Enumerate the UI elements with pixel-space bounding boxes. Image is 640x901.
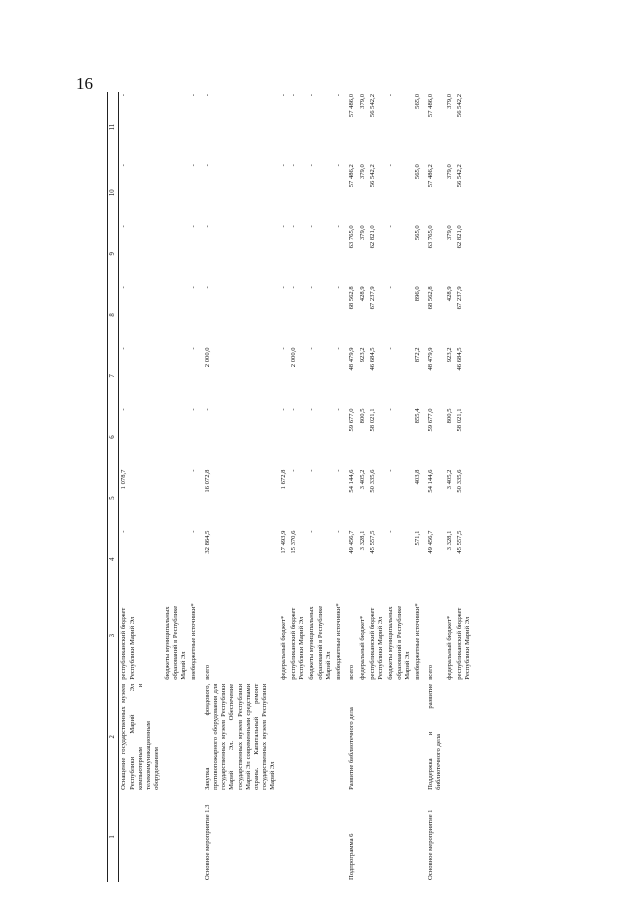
value-cell: - — [335, 286, 343, 289]
value-cell: 565,0 — [413, 94, 421, 109]
table-row — [334, 92, 344, 882]
value-cell — [163, 345, 190, 406]
value-cell: - — [308, 94, 316, 97]
value-cell: 379,0 — [358, 94, 366, 109]
table-row — [455, 92, 473, 882]
table-row — [413, 92, 423, 882]
value-cell: - — [190, 286, 198, 289]
value-cell: - — [279, 286, 287, 289]
column-header: 1 — [108, 792, 119, 882]
column-header: 6 — [108, 406, 119, 467]
value-cell: 428,9 — [358, 286, 366, 302]
value-cell: 46 684,5 — [368, 347, 376, 371]
funding-source-cell: республиканский бюджет Республики Марий Эл — [120, 607, 136, 680]
funding-source-cell: бюджеты муниципальных образований в Республике Марий Эл — [308, 605, 332, 680]
value-cell: 379,0 — [358, 164, 366, 180]
program-name-cell — [279, 682, 289, 792]
value-cell: 50 335,6 — [455, 469, 463, 493]
table-row — [423, 92, 444, 882]
funding-table — [107, 92, 473, 882]
table-row — [200, 92, 279, 882]
value-cell: - — [289, 164, 297, 167]
value-cell: - — [279, 347, 287, 350]
value-cell: 17 493,9 — [279, 530, 287, 554]
value-cell: 3 328,1 — [358, 530, 366, 551]
value-cell: 57 486,2 — [348, 164, 356, 188]
column-header: 8 — [108, 284, 119, 345]
value-cell: 54 144,6 — [427, 469, 435, 493]
value-cell: - — [308, 469, 316, 472]
column-header: 4 — [108, 529, 119, 590]
status-cell — [307, 792, 334, 882]
value-cell: 49 456,7 — [427, 530, 435, 554]
value-cell: 56 542,2 — [455, 164, 463, 188]
value-cell: 50 335,6 — [368, 469, 376, 493]
status-cell — [279, 792, 289, 882]
program-name-cell — [445, 682, 455, 792]
value-cell: - — [289, 408, 297, 411]
status-cell — [368, 792, 386, 882]
value-cell: 62 821,0 — [368, 225, 376, 249]
status-cell: Основное мероприятие 1 — [427, 809, 435, 880]
value-cell: 565,0 — [413, 225, 421, 241]
column-header: 7 — [108, 345, 119, 406]
value-cell: - — [203, 225, 211, 228]
status-cell — [189, 792, 199, 882]
value-cell: - — [203, 94, 211, 97]
value-cell: - — [190, 225, 198, 228]
status-cell — [119, 792, 163, 882]
funding-source-cell: республиканский бюджет Республики Марий Эл — [455, 607, 472, 680]
table-row — [344, 92, 357, 882]
value-cell: - — [120, 164, 128, 167]
status-cell — [386, 792, 413, 882]
status-cell: Основное мероприятие 1.3 — [203, 804, 211, 880]
value-cell: - — [335, 347, 343, 350]
funding-source-cell: республиканский бюджет Республики Марий Эл — [368, 607, 385, 680]
funding-source-cell: внебюджетные источники* — [190, 603, 198, 680]
value-cell: 63 765,0 — [427, 225, 435, 249]
value-cell — [163, 162, 190, 223]
status-cell — [455, 792, 473, 882]
value-cell: - — [335, 469, 343, 472]
funding-source-cell: бюджеты муниципальных образований в Республике Марий Эл — [163, 605, 188, 680]
funding-source-cell: внебюджетные источники* — [335, 603, 343, 680]
value-cell: - — [203, 286, 211, 289]
funding-source-cell: всего — [203, 664, 211, 680]
value-cell: - — [387, 347, 395, 350]
value-cell: 3 405,2 — [358, 469, 366, 490]
value-cell: - — [203, 164, 211, 167]
value-cell: - — [308, 164, 316, 167]
column-header: 3 — [108, 590, 119, 682]
value-cell: 56 542,2 — [368, 94, 376, 118]
value-cell: 45 557,5 — [455, 530, 463, 554]
value-cell — [163, 468, 190, 529]
value-cell: - — [120, 225, 128, 228]
funding-source-cell: бюджеты муниципальных образований в Республике Марий Эл — [387, 605, 411, 680]
value-cell — [163, 529, 190, 590]
column-header: 11 — [108, 92, 119, 162]
funding-source-cell: федеральный бюджет* — [358, 615, 366, 680]
value-cell: - — [289, 225, 297, 228]
program-name-cell — [386, 682, 413, 792]
value-cell: 59 677,0 — [348, 408, 356, 432]
value-cell — [163, 223, 190, 284]
table-row — [368, 92, 386, 882]
value-cell: - — [203, 408, 211, 411]
value-cell: - — [120, 408, 128, 411]
status-cell — [163, 792, 190, 882]
value-cell: - — [289, 286, 297, 289]
value-cell: 800,5 — [445, 408, 453, 424]
value-cell: 896,0 — [413, 286, 421, 302]
value-cell: 379,0 — [445, 225, 453, 241]
table-header — [108, 92, 119, 882]
table-row — [445, 92, 455, 882]
value-cell: - — [190, 94, 198, 97]
value-cell: 379,0 — [445, 94, 453, 109]
value-cell — [163, 406, 190, 467]
status-cell — [413, 792, 423, 882]
value-cell: - — [279, 408, 287, 411]
status-cell — [289, 792, 307, 882]
value-cell: 2 000,0 — [203, 347, 211, 368]
value-cell: - — [335, 408, 343, 411]
value-cell: - — [190, 469, 198, 472]
value-cell: 68 562,8 — [348, 286, 356, 310]
value-cell: 57 486,0 — [427, 94, 435, 118]
value-cell: - — [335, 94, 343, 97]
value-cell: 67 237,9 — [368, 286, 376, 310]
value-cell: - — [279, 94, 287, 97]
value-cell: - — [308, 286, 316, 289]
value-cell: 58 021,1 — [368, 408, 376, 432]
value-cell: 57 486,2 — [427, 164, 435, 188]
program-name-cell — [289, 682, 307, 792]
program-name-cell — [358, 682, 368, 792]
value-cell: 1 672,8 — [279, 469, 287, 490]
column-header: 2 — [108, 682, 119, 792]
value-cell: - — [289, 94, 297, 97]
value-cell: - — [308, 530, 316, 533]
program-name-cell — [163, 682, 190, 792]
funding-source-cell: всего — [348, 664, 356, 680]
program-name-cell — [307, 682, 334, 792]
value-cell: - — [190, 164, 198, 167]
value-cell: - — [289, 469, 297, 472]
column-header: 10 — [108, 162, 119, 223]
value-cell: 63 765,0 — [348, 225, 356, 249]
value-cell: 428,9 — [445, 286, 453, 302]
value-cell: 855,4 — [413, 408, 421, 424]
table-row — [358, 92, 368, 882]
value-cell: 56 542,2 — [368, 164, 376, 188]
value-cell: - — [279, 164, 287, 167]
value-cell: - — [120, 286, 128, 289]
value-cell: - — [308, 408, 316, 411]
value-cell: 32 864,5 — [203, 530, 211, 554]
value-cell: 3 405,2 — [445, 469, 453, 490]
value-cell: 62 821,0 — [455, 225, 463, 249]
column-header: 5 — [108, 468, 119, 529]
value-cell: 54 144,6 — [348, 469, 356, 493]
funding-source-cell: внебюджетные источники* — [413, 603, 421, 680]
value-cell: - — [335, 225, 343, 228]
value-cell: - — [308, 347, 316, 350]
table-row — [289, 92, 307, 882]
value-cell: - — [120, 94, 128, 97]
program-name-cell: Развитие библиотечного дела — [348, 707, 356, 790]
value-cell: 872,2 — [413, 347, 421, 363]
status-cell — [334, 792, 344, 882]
value-cell: 48 479,9 — [427, 347, 435, 371]
funding-source-cell: федеральный бюджет* — [279, 615, 287, 680]
value-cell: 67 237,9 — [455, 286, 463, 310]
program-name-cell — [413, 682, 423, 792]
value-cell: - — [120, 347, 128, 350]
value-cell: - — [387, 408, 395, 411]
program-name-cell: Оснащение государственных музеев Республики Марий Эл компьютерным и телекоммуникационным оборудованием — [120, 683, 161, 790]
value-cell: 923,2 — [358, 347, 366, 363]
status-cell — [358, 792, 368, 882]
value-cell: 59 677,0 — [427, 408, 435, 432]
status-cell — [445, 792, 455, 882]
funding-source-cell: федеральный бюджет* — [445, 615, 453, 680]
value-cell: 15 370,6 — [289, 530, 297, 554]
value-cell: 45 557,5 — [368, 530, 376, 554]
value-cell: 2 000,0 — [289, 347, 297, 368]
value-cell: 403,8 — [413, 469, 421, 485]
program-name-cell — [334, 682, 344, 792]
value-cell: 16 072,8 — [203, 469, 211, 493]
table-row — [189, 92, 199, 882]
value-cell: 565,0 — [413, 164, 421, 180]
page-number: 16 — [76, 74, 93, 93]
value-cell: - — [335, 164, 343, 167]
rotated-page-content — [107, 92, 640, 882]
value-cell: - — [387, 530, 395, 533]
value-cell: - — [190, 408, 198, 411]
value-cell: - — [120, 530, 128, 533]
table-row — [386, 92, 413, 882]
value-cell: 48 479,9 — [348, 347, 356, 371]
funding-source-cell: всего — [427, 664, 435, 680]
value-cell: 379,0 — [445, 164, 453, 180]
value-cell: 46 684,5 — [455, 347, 463, 371]
value-cell: 923,2 — [445, 347, 453, 363]
value-cell: - — [387, 94, 395, 97]
program-name-cell: Закупка фондового, противопожарного оборудования для государственных музеев Республики Марий Эл. Обеспечение государственных музеев Республики Марий Эл современными средствами охраны. Капитальный ремонт государственных музеев Республики Марий Эл — [203, 683, 277, 790]
value-cell: 3 328,1 — [445, 530, 453, 551]
value-cell: 57 486,0 — [348, 94, 356, 118]
value-cell: 379,0 — [358, 225, 366, 241]
table-row — [307, 92, 334, 882]
value-cell: 56 542,2 — [455, 94, 463, 118]
program-name-cell — [368, 682, 386, 792]
value-cell: - — [279, 225, 287, 228]
value-cell: - — [335, 530, 343, 533]
value-cell: - — [190, 347, 198, 350]
program-name-cell: Поддержка и развитие библиотечного дела — [427, 683, 443, 790]
value-cell: 1 078,7 — [120, 469, 128, 490]
column-header: 9 — [108, 223, 119, 284]
value-cell: 571,1 — [413, 530, 421, 546]
value-cell: - — [387, 469, 395, 472]
value-cell: - — [387, 225, 395, 228]
table-row — [279, 92, 289, 882]
value-cell: 58 021,1 — [455, 408, 463, 432]
value-cell — [163, 284, 190, 345]
value-cell: 800,5 — [358, 408, 366, 424]
table-body — [119, 92, 473, 882]
value-cell — [163, 92, 190, 162]
funding-source-cell: республиканский бюджет Республики Марий Эл — [289, 607, 306, 680]
value-cell: - — [387, 286, 395, 289]
value-cell: - — [190, 530, 198, 533]
program-name-cell — [455, 682, 473, 792]
table-row — [119, 92, 163, 882]
value-cell: 49 456,7 — [348, 530, 356, 554]
value-cell: - — [387, 164, 395, 167]
value-cell: - — [308, 225, 316, 228]
value-cell: 68 562,8 — [427, 286, 435, 310]
table-row — [163, 92, 190, 882]
program-name-cell — [189, 682, 199, 792]
status-cell: Подпрограмма 6 — [348, 833, 356, 880]
